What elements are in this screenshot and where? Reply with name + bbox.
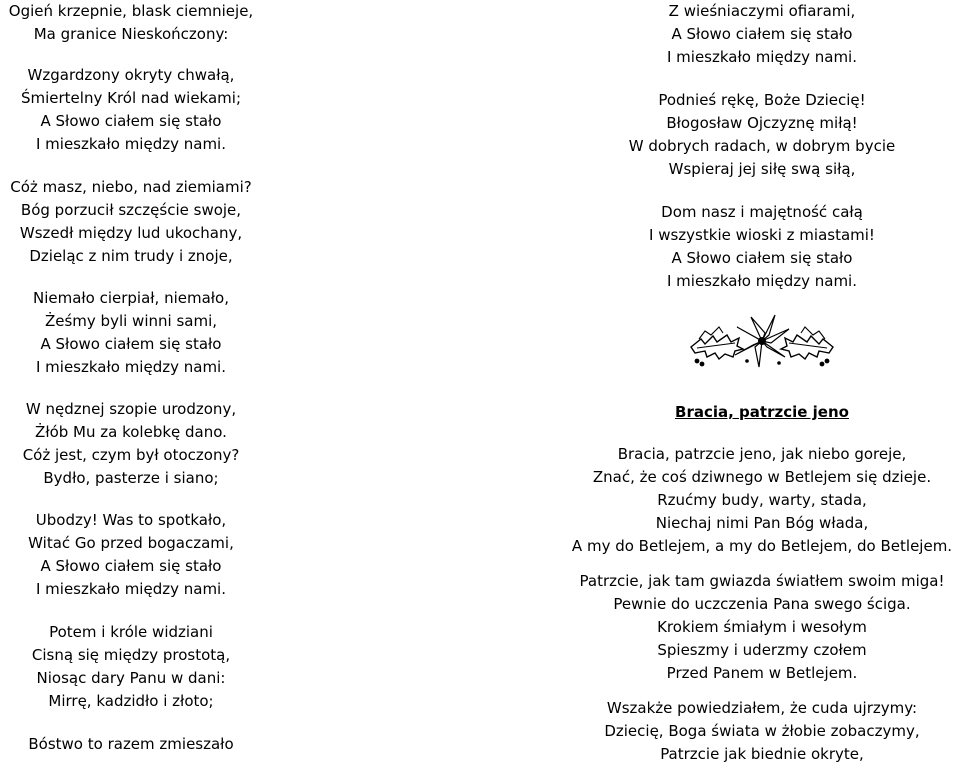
poem-line: A Słowo ciałem się stało	[671, 25, 853, 43]
poem-line: Znać, że coś dziwnego w Betlejem się dzieje.	[592, 468, 932, 486]
poem-line: Dzieląc z nim trudy i znoje,	[29, 247, 233, 265]
poem-line: A Słowo ciałem się stało	[40, 112, 222, 130]
poem-line: W nędznej szopie urodzony,	[25, 400, 237, 418]
stanza	[0, 398, 262, 490]
poem-line: Ma granice Nieskończony:	[33, 25, 229, 43]
stanza	[556, 443, 960, 558]
poem-line: Patrzcie, jak tam gwiazda światłem swoim miga!	[579, 572, 945, 590]
stanza	[0, 176, 262, 268]
poem-line: A Słowo ciałem się stało	[671, 249, 853, 267]
poem-line: Wspieraj jej siłę swą siłą,	[668, 160, 856, 178]
carol-title: Bracia, patrzcie jeno	[675, 403, 849, 421]
poem-line: Mirrę, kadzidło i złoto;	[48, 692, 214, 710]
poem-line: Niosąc dary Panu w dani:	[36, 669, 226, 687]
poem-line: Wszakże powiedziałem, że cuda ujrzymy:	[606, 699, 918, 717]
poem-line: Bydło, pasterze i siano;	[43, 469, 219, 487]
poem-line: I mieszkało między nami.	[35, 580, 226, 598]
poem-line: Bóstwo to razem zmieszało	[28, 735, 234, 753]
poem-line: Bóg porzucił szczęście swoje,	[20, 201, 242, 219]
left-poem-column	[0, 0, 262, 756]
poem-line: Cóż jest, czym był otoczony?	[22, 446, 240, 464]
stanza	[0, 621, 262, 713]
stanza	[0, 509, 262, 601]
stanza	[0, 64, 262, 156]
stanza	[0, 0, 262, 46]
poem-line: Ogień krzepnie, blask ciemnieje,	[8, 2, 254, 20]
stanza	[0, 733, 262, 756]
poem-line: Błogosław Ojczyznę miłą!	[666, 114, 858, 132]
poem-line: Rzućmy budy, warty, stada,	[657, 491, 867, 509]
poem-line: Witać Go przed bogaczami,	[28, 534, 234, 552]
poem-line: Dom nasz i majętność całą	[661, 203, 863, 221]
right-poem-column	[556, 0, 960, 766]
poem-line: I mieszkało między nami.	[666, 48, 857, 66]
poem-line: I wszystkie wioski z miastami!	[649, 226, 875, 244]
stanza	[556, 697, 960, 766]
poem-line: Niechaj nimi Pan Bóg włada,	[655, 514, 869, 532]
stanza	[556, 0, 960, 69]
poem-line: I mieszkało między nami.	[666, 272, 857, 290]
poem-line: Cisną się między prostotą,	[31, 646, 231, 664]
poem-line: Wszedł między lud ukochany,	[19, 224, 243, 242]
poem-line: Pewnie do uczczenia Pana swego ściga.	[613, 595, 911, 613]
poem-line: Krokiem śmiałym i wesołym	[657, 618, 867, 636]
poem-line: Z wieśniaczymi ofiarami,	[668, 2, 856, 20]
poem-line: A Słowo ciałem się stało	[40, 335, 222, 353]
stanza	[0, 287, 262, 379]
poem-line: Bracia, patrzcie jeno, jak niebo goreje,	[617, 445, 907, 463]
poem-line: A Słowo ciałem się stało	[40, 557, 222, 575]
stanza	[556, 201, 960, 293]
poem-line: Dziecię, Boga świata w żłobie zobaczymy,	[604, 722, 920, 740]
poem-line: Patrzcie jak biednie okryte,	[660, 745, 864, 763]
stanza	[556, 89, 960, 181]
stanza	[556, 570, 960, 685]
poem-line: Cóż masz, niebo, nad ziemiami?	[10, 178, 252, 196]
poem-line: A my do Betlejem, a my do Betlejem, do Betlejem.	[571, 537, 953, 555]
poem-line: Ubodzy! Was to spotkało,	[35, 511, 227, 529]
poem-line: Żeśmy byli winni sami,	[44, 312, 218, 330]
poem-line: Potem i króle widziani	[49, 623, 213, 641]
poem-line: Wzgardzony okryty chwałą,	[27, 66, 235, 84]
poem-line: Żłób Mu za kolebkę dano.	[35, 423, 227, 441]
poem-line: Przed Panem w Betlejem.	[666, 664, 858, 682]
poem-line: Śmiertelny Król nad wiekami;	[20, 89, 241, 107]
poem-line: Podnieś rękę, Boże Dziecię!	[658, 91, 866, 109]
poem-line: I mieszkało między nami.	[35, 358, 226, 376]
poem-line: Spieszmy i uderzmy czołem	[657, 641, 867, 659]
poem-line: W dobrych radach, w dobrym bycie	[628, 137, 896, 155]
poem-line: I mieszkało między nami.	[35, 135, 226, 153]
poinsettia-holly-icon	[556, 311, 960, 371]
poem-line: Niemało cierpiał, niemało,	[32, 289, 230, 307]
